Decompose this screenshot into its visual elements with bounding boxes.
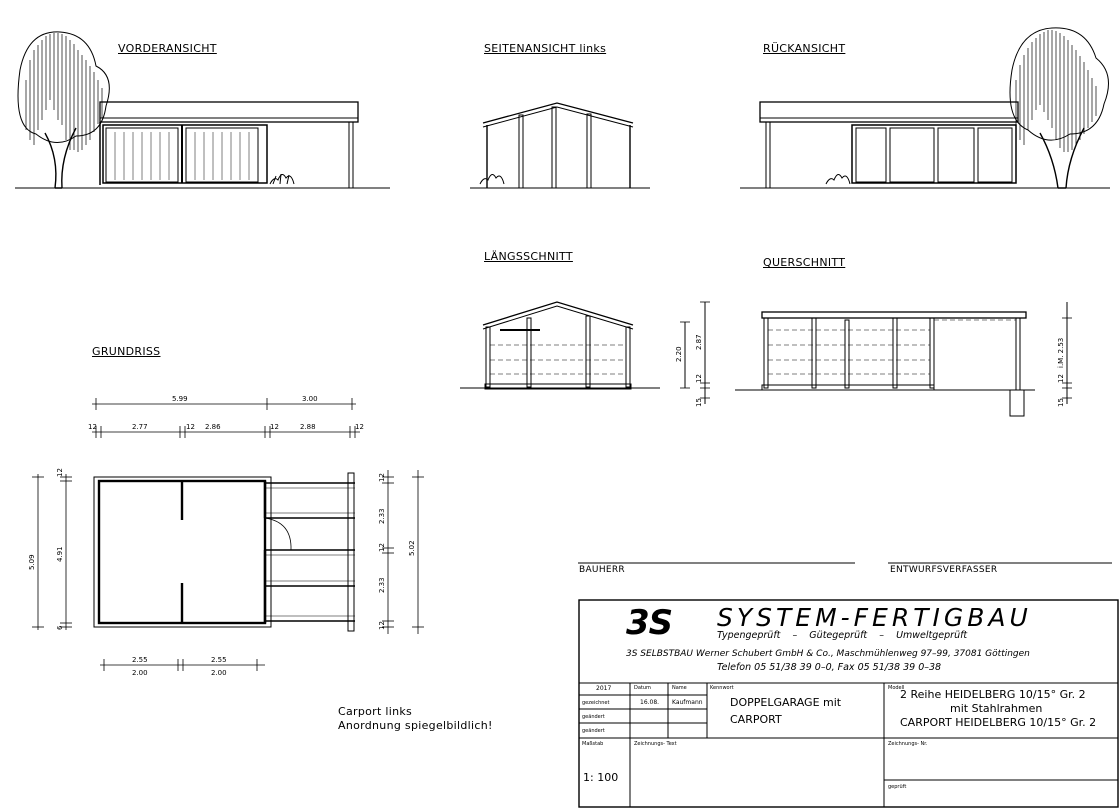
dim-section-long-2: 2.87 — [695, 334, 703, 350]
dim-right-4: 2.33 — [378, 577, 386, 593]
dim-section-cross-3: 15 — [1057, 398, 1065, 407]
dim-right-1: 12 — [378, 473, 386, 482]
dim-detail-5: 12 — [270, 423, 279, 431]
front-view — [15, 102, 390, 188]
geprueft-label: geprüft — [888, 784, 907, 790]
dim-top-1: 5.99 — [172, 395, 188, 403]
note-line-1: Carport links — [338, 705, 413, 718]
front-view-label: VORDERANSICHT — [118, 42, 217, 55]
massstab-label: Maßstab — [582, 741, 604, 747]
dim-section-cross-1: i.M. 2.53 — [1057, 337, 1065, 368]
year: 2017 — [596, 685, 612, 692]
company-address: 3S SELBSTBAU Werner Schubert GmbH & Co., Maschmühlenweg 97–99, 37081 Göttingen — [626, 649, 1030, 659]
tree-right-icon — [1010, 28, 1109, 188]
side-view-left — [470, 103, 650, 188]
cross-section-label: QUERSCHNITT — [763, 256, 846, 269]
zeichnungsnr-label: Zeichnungs- Nr. — [888, 741, 928, 747]
row-geandert-1: geändert — [582, 714, 605, 720]
company-phone: Telefon 05 51/38 39 0–0, Fax 05 51/38 39 0–38 — [717, 662, 942, 673]
dimension-lines — [32, 398, 424, 671]
tree-left-icon — [18, 32, 109, 188]
scale-value: 1: 100 — [583, 771, 619, 784]
kennwort-line-2: CARPORT — [730, 713, 782, 726]
floor-plan — [94, 473, 355, 631]
dim-left-small-bottom: 6 — [56, 625, 64, 630]
longitudinal-section-label: LÄNGSSCHNITT — [484, 250, 573, 263]
dim-detail-7: 12 — [355, 423, 364, 431]
kennwort-label: Kennwort — [710, 685, 734, 691]
modell-line-2: mit Stahlrahmen — [950, 702, 1043, 715]
row-gezeichnet: gezeichnet — [582, 700, 610, 706]
dim-detail-2: 2.77 — [132, 423, 148, 431]
dim-left-small-top: 12 — [56, 468, 64, 477]
dim-bottom-3: 2.00 — [132, 669, 148, 677]
drawn-name: Kaufmann — [672, 699, 703, 706]
dim-right-total: 5.02 — [408, 540, 416, 556]
modell-line-3: CARPORT HEIDELBERG 10/15° Gr. 2 — [900, 716, 1097, 729]
col-datum: Datum — [634, 685, 651, 691]
modell-label: Modell — [888, 685, 905, 691]
dim-top-2: 3.00 — [302, 395, 318, 403]
dim-left-outer: 5.09 — [28, 554, 36, 570]
dim-section-long-1: 2.20 — [675, 346, 683, 362]
dim-right-2: 2.33 — [378, 508, 386, 524]
dim-detail-1: 12 — [88, 423, 97, 431]
rear-view-label: RÜCKANSICHT — [763, 42, 846, 55]
company-logo: 3S — [626, 603, 673, 643]
longitudinal-section — [460, 302, 710, 404]
modell-line-1: 2 Reihe HEIDELBERG 10/15° Gr. 2 — [900, 688, 1086, 701]
dim-bottom-1: 2.55 — [132, 656, 148, 664]
dim-detail-4: 2.86 — [205, 423, 221, 431]
dim-section-cross-2: 12 — [1057, 374, 1065, 383]
dim-right-5: 12 — [378, 621, 386, 630]
side-view-label: SEITENANSICHT links — [484, 42, 607, 55]
col-name: Name — [672, 685, 687, 691]
dim-bottom-4: 2.00 — [211, 669, 227, 677]
note-line-2: Anordnung spiegelbildlich! — [338, 719, 493, 732]
dim-section-long-3: 12 — [695, 374, 703, 383]
dim-left-inner: 4.91 — [56, 546, 64, 562]
rear-view — [740, 102, 1110, 188]
dim-detail-3: 12 — [186, 423, 195, 431]
designer-label: ENTWURFSVERFASSER — [890, 565, 998, 575]
company-name: SYSTEM-FERTIGBAU — [717, 603, 1032, 632]
dim-section-long-4: 15 — [695, 398, 703, 407]
owner-label: BAUHERR — [579, 565, 625, 575]
kennwort-line-1: DOPPELGARAGE mit — [730, 696, 842, 709]
row-geandert-2: geändert — [582, 728, 605, 734]
plan-label: GRUNDRISS — [92, 345, 161, 358]
dim-bottom-2: 2.55 — [211, 656, 227, 664]
company-tagline: Typengeprüft – Gütegeprüft – Umweltgeprüft — [717, 630, 968, 641]
dim-right-3: 12 — [378, 543, 386, 552]
zeichnungstext-label: Zeichnungs- Text — [634, 741, 677, 747]
drawn-date: 16.08. — [640, 699, 660, 706]
dim-detail-6: 2.88 — [300, 423, 316, 431]
cross-section — [735, 302, 1072, 416]
